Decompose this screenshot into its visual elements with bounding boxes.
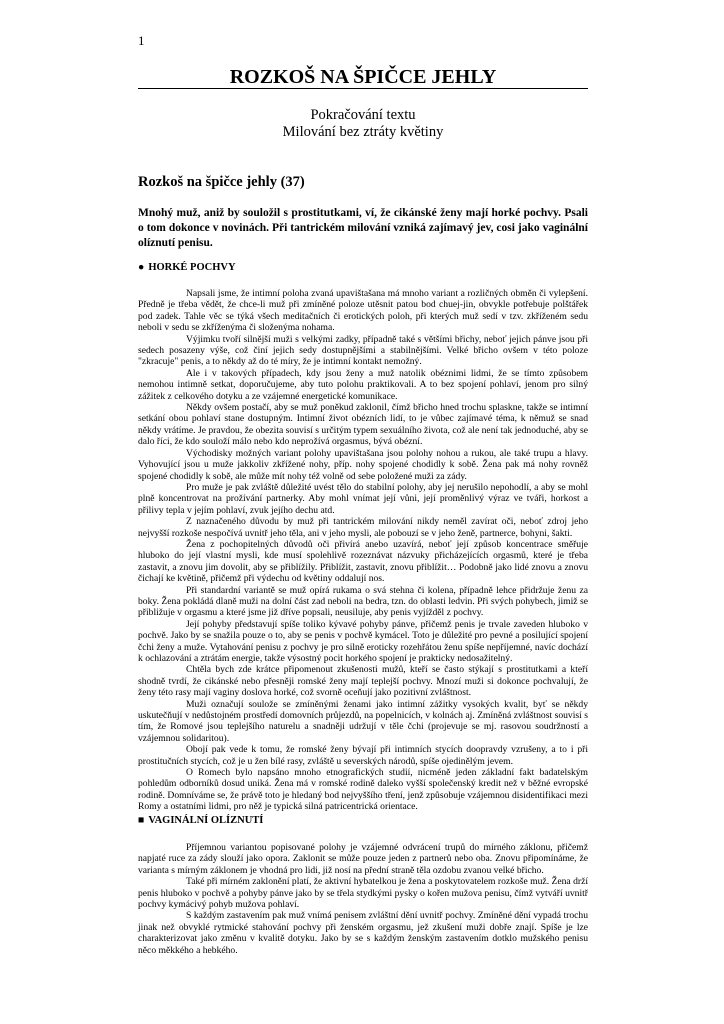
square-bullet-icon: ■ [138, 815, 145, 826]
paragraph: Výjimku tvoří silnější muži s velkými zadky, případně také s většími břichy, neboť jejich pánve jsou při sedech posazeny výše, což činí jejich sedy dostupnějšími a stabilnějšími. Velké břicho ovšem v této poloze "zkracuje" penis, a to někdy až do té míry, že je intimní kontakt nemožný. [138, 333, 588, 368]
paragraph: Z naznačeného důvodu by muž při tantrickém milování nikdy neměl zavírat oči, neboť zdroj jeho nejvyšší rozkoše nespočívá uvnitř jeho těla, ani v jeho mysli, ale pobouzí se v jeho ženě, partnerce, bohyni, šakti. [138, 516, 588, 539]
paragraph: Také při mírném zaklonění platí, že aktivní hybatelkou je žena a poskytovatelem rozkoše muž. Žena drží penis hluboko v pochvě a pohyby pánve jako by se třela stydkými pysky o kořen mužova penisu, čímž vytváří uvnitř pochvy kymácivý pohyb mužova pohlaví. [138, 876, 588, 911]
section-body-horke-pochvy [138, 288, 588, 813]
paragraph: S každým zastavením pak muž vnímá penisem zvláštní dění uvnitř pochvy. Zmíněné dění vypadá trochu jinak než obvyklé rytmické stahování pochvy při ženském orgasmu, jež zkušení muži dobře znají. Spíše je lze charakterizovat jako změnu v kvalitě dotyku. Jako by se s každým ženským zastavením dotklo mužského penisu něco měkkého a hebkého. [138, 910, 588, 956]
section-heading: Rozkoš na špičce jehly (37) [138, 174, 305, 190]
paragraph: Obojí pak vede k tomu, že romské ženy bývají při intimních stycích doopravdy vzrušeny, a to i při prostitučních stycích, což je u žen bílé rasy, zvláště u severských národů, spíše ojedinělým jevem. [138, 744, 588, 767]
paragraph: Napsali jsme, že intimní poloha zvaná upavištašana má mnoho variant a rozličných obměn či vylepšení. Předně je třeba vědět, že chce-li muž při zmíněné poloze utěsnit patou bod chuej-jin, obvykle potřebuje polštářek pod zadek. Tahle věc se týká všech meditačních či erotických poloh, při kterých muž sedí v tzv. zkříženém sedu neboli v sedu se zkříženýma či složenýma nohama. [138, 288, 588, 334]
paragraph: Žena z pochopitelných důvodů oči přivírá anebo uzavírá, neboť její způsob koncentrace směřuje hluboko do její vlastní mysli, kde musí spolehlivě rozeznávat názvuky přicházejících orgasmů, které je třeba zastavit, a znovu jim dovolit, aby se přiblížily. Přiblížit, zastavit, znovu přiblížit… Podobně jako lidé znovu a znovu čichají ke květině, přičemž při výdechu od květiny oddalují nos. [138, 538, 588, 585]
paragraph: Pro muže je pak zvláště důležité uvést tělo do stabilní polohy, aby jej nerušilo nepohodlí, a aby se mohl plně koncentrovat na prožívání partnerky. Aby mohl vnímat její vůni, její proměnlivý výraz ve tváři, horkost a přilivy tepla v jejím pohlaví, zvuk jejího dechu atd. [138, 481, 588, 516]
document-title: ROZKOŠ NA ŠPIČCE JEHLY [229, 66, 497, 88]
paragraph: Její pohyby představují spíše toliko kývavé pohyby pánve, přičemž penis je trvale zaveden hluboko v pochvě. Jako by se snažila pouze o to, aby se penis v pochvě kymácel. Toto je důležité pro pevné a posilující spojení čchi ženy a muže. Vytahování penisu z pochvy je pro silně eroticky rozehřátou ženu spíše nepříjemné, navíc dochází k ochlazování a ztrátám energie, takže výsostný pocit horkého spojení je prakticky nedosažitelný. [138, 618, 588, 664]
subtitle-line-2: Milování bez ztráty květiny [282, 124, 444, 140]
title-underline [138, 88, 588, 89]
paragraph: Chtěla bych zde krátce připomenout zkušenosti mužů, kteří se často stýkají s prostitutkami a kteří shodně tvrdí, že cikánské nebo přesněji romské ženy mají teplejší pochvy. Mnozí muži si dokonce pochvalují, že ženy této rasy mají vaginy doslova horké, což svorně oceňují jako pozitivní zvláštnost. [138, 664, 588, 699]
paragraph: Muži označují soulože se zmíněnými ženami jako intimní zážitky vysokých kvalit, byť se někdy uskutečňují v nedůstojném prostředí domovních průjezdů, na popelnicích, v kolnách aj. Zmíněná zvláštnost souvisí s tím, že Romové jsou teplejšího naturelu a snadněji udržují v těle čchi (projevuje se mj. rasovou soudržností a vzájemnou solidaritou). [138, 698, 588, 744]
paragraph: Východisky možných variant polohy upavištašana jsou polohy nohou a rukou, ale také trupu a hlavy. Vyhovující jsou u muže jakkoliv zkřížené nohy, příp. nohy spojené chodidly k sobě. Žena pak má nohy rovněž spojené chodidly k sobě, ale může mít nohy též volně od sebe položené muži za zády. [138, 447, 588, 482]
page-number: 1 [138, 33, 145, 48]
subheading-horke-pochvy [138, 262, 236, 273]
paragraph: O Romech bylo napsáno mnoho etnografických studií, nicméně jeden základní fakt badatelským pohledům odborníků dosud uniká. Žena má v romské rodině daleko vyšší společenský kredit než v běžné evropské rodině. Domníváme se, že právě toto je hledaný bod nejvyššího tření, jenž způsobuje vzájemnou disidentifikaci mezi Romy a ostatními lidmi, pro něž je typická silná patricentrická orientace. [138, 767, 588, 813]
subheading-label: VAGINÁLNÍ OLÍZNUTÍ [148, 815, 264, 826]
paragraph: Příjemnou variantou popisované polohy je vzájemné odvrácení trupů do mírného záklonu, přičemž napjaté ruce za zády slouží jako opora. Zaklonit se může pouze jeden z partnerů nebo oba. Znovu připomínáme, že varianta s mírným záklonem je vhodná pro lidi, již nosí na přední straně těla ozdobu zvanou velké břicho. [138, 842, 588, 876]
paragraph: Někdy ovšem postačí, aby se muž poněkud zaklonil, čímž břicho hned trochu splaskne, takže se intimní setkání obou pohlaví stane dostupným. Intimní život obézních lidí, to je vůbec zajímavé téma, k němuž se snad někdy vrátíme. Je pravdou, že obezita souvisí s určitým typem sexuálního života, což ale není tak jednoduché, aby se dalo říci, že kdo souloží málo nebo kdo neprožívá orgasmus, bývá obézní. [138, 402, 588, 448]
subtitle [138, 107, 588, 141]
subtitle-line-1: Pokračování textu [310, 107, 416, 123]
paragraph: Ale i v takových případech, kdy jsou ženy a muž natolik obéznimi lidmi, že se tímto způsobem nemohou intimně setkat, doporučujeme, aby tuto polohu praktikovali. A to bez spojení pohlaví, jenom pro silný zážitek z celkového dotyku a ze vzájemné energetické komunikace. [138, 367, 588, 402]
subheading-label: HORKÉ POCHVY [148, 262, 236, 273]
subheading-vaginalni-oliznuti [138, 815, 263, 826]
lead-paragraph: Mnohý muž, aniž by souložil s prostitutkami, ví, že cikánské ženy mají horké pochvy. Psali o tom dokonce v novinách. Při tantrickém milování vzniká zajímavý jev, cosi jako vaginální olíznutí penisu. [138, 207, 588, 249]
paragraph: Při standardní variantě se muž opírá rukama o svá stehna či kolena, případně lehce přidržuje ženu za boky. Žena pokládá dlaně muži na dolní část zad neboli na bedra, tzn. do oblasti ledvin. Při svých pohybech, jimiž se přibližuje v orgasmu a které jsme již dříve popsali, neusiluje, aby penis vyjížděl z pochvy. [138, 584, 588, 619]
section-body-vaginalni-oliznuti [138, 842, 588, 956]
round-bullet-icon: ● [138, 262, 145, 273]
